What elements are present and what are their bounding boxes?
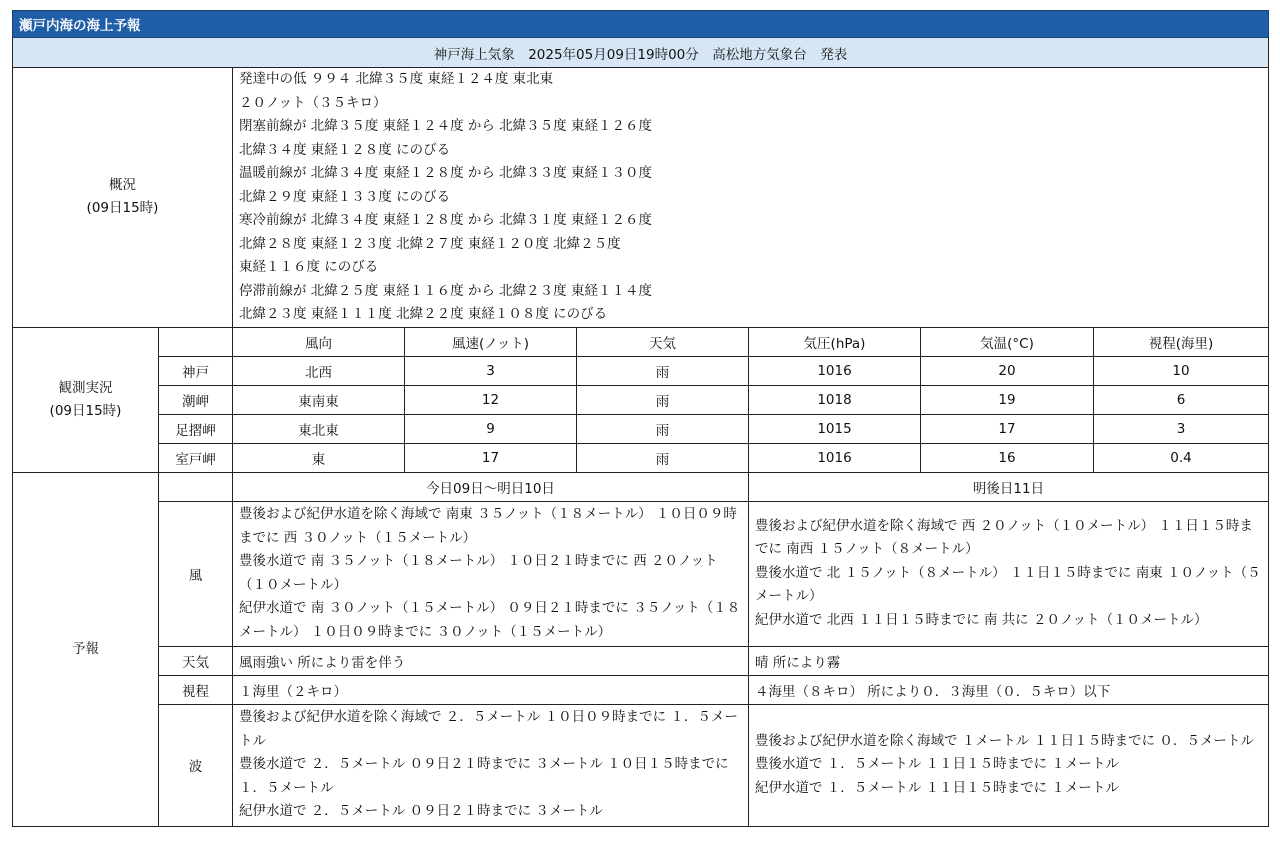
cell: 17 [405,443,577,472]
waves-line: 豊後および紀伊水道を除く海域で ２．５メートル １０日０９時までに １．５メートル [239,709,738,749]
station-name: 潮岬 [159,385,233,414]
cell: 雨 [577,385,749,414]
station-name: 神戸 [159,356,233,385]
wind-line: 豊後および紀伊水道を除く海域で 西 ２０ノット（１０メートル） １１日１５時までに 南西 １５ノット（８メートル） [755,517,1253,558]
table-row [13,414,1269,443]
cell: 東南東 [233,385,405,414]
cell: 北西 [233,356,405,385]
marine-forecast-panel [12,10,1268,827]
forecast-label: 予報 [13,472,159,826]
cell: 9 [405,414,577,443]
cell: 1016 [749,356,921,385]
cell: 3 [405,356,577,385]
table-row [13,356,1269,385]
visibility-forecast-p2: ４海里（８キロ） 所により０．３海里（０．５キロ）以下 [749,675,1269,704]
overview-label-time: (09日15時) [86,200,159,217]
wind-label: 風 [159,501,233,646]
cell: 16 [921,443,1094,472]
overview-line: 北緯２８度 東経１２３度 北緯２７度 東経１２０度 北緯２５度 [239,235,621,252]
cell: 6 [1094,385,1269,414]
cell: 3 [1094,414,1269,443]
overview-line: 東経１１６度 にのびる [239,259,379,275]
forecast-period-2: 明後日11日 [749,472,1269,501]
waves-line: 紀伊水道で １．５メートル １１日１５時までに １メートル [755,779,1119,796]
overview-text [233,68,1269,328]
col-header: 気温(°C) [921,327,1094,356]
weather-forecast-p1: 風雨強い 所により雷を伴う [233,646,749,675]
station-name: 室戸岬 [159,443,233,472]
wind-line: 紀伊水道で 南 ３０ノット（１５メートル） ０９日２１時までに ３５ノット（１８メートル） １０日０９時までに ３０ノット（１５メートル） [239,600,741,640]
observation-label [13,327,159,472]
observation-label-time: (09日15時) [49,402,122,419]
col-header: 気圧(hPa) [749,327,921,356]
observation-corner [159,327,233,356]
waves-label: 波 [159,704,233,826]
cell: 12 [405,385,577,414]
wind-forecast-p1 [233,501,749,646]
wind-line: 豊後水道で 南 ３５ノット（１８メートル） １０日２１時までに 西 ２０ノット（１０メートル） [239,553,718,593]
table-row [13,385,1269,414]
waves-forecast-p1 [233,704,749,826]
forecast-table [12,10,1269,827]
visibility-label: 視程 [159,675,233,704]
overview-line: 北緯３４度 東経１２８度 にのびる [239,141,451,158]
issued-line: 神戸海上気象 2025年05月09日19時00分 高松地方気象台 発表 [13,38,1269,68]
cell: 東北東 [233,414,405,443]
table-row [13,443,1269,472]
visibility-forecast-p1: １海里（２キロ） [233,675,749,704]
observation-label-title: 観測実況 [58,379,113,396]
col-header: 風向 [233,327,405,356]
cell: 雨 [577,443,749,472]
cell: 東 [233,443,405,472]
waves-line: 豊後水道で １．５メートル １１日１５時までに １メートル [755,756,1119,773]
forecast-period-1: 今日09日～明日10日 [233,472,749,501]
cell: 0.4 [1094,443,1269,472]
col-header: 風速(ノット) [405,327,577,356]
overview-line: ２０ノット（３５キロ） [239,94,387,111]
waves-line: 紀伊水道で ２．５メートル ０９日２１時までに ３メートル [239,803,603,820]
wind-line: 紀伊水道で 北西 １１日１５時までに 南 共に ２０ノット（１０メートル） [755,611,1208,628]
col-header: 天気 [577,327,749,356]
weather-forecast-p2: 晴 所により霧 [749,646,1269,675]
cell: 1018 [749,385,921,414]
cell: 雨 [577,356,749,385]
waves-line: 豊後および紀伊水道を除く海域で １メートル １１日１５時までに ０．５メートル [755,732,1254,749]
cell: 10 [1094,356,1269,385]
waves-line: 豊後水道で ２．５メートル ０９日２１時までに ３メートル １０日１５時までに １．５メートル [239,756,729,796]
cell: 20 [921,356,1094,385]
weather-label: 天気 [159,646,233,675]
cell: 1015 [749,414,921,443]
overview-line: 温暖前線が 北緯３４度 東経１２８度 から 北緯３３度 東経１３０度 [239,165,652,181]
cell: 19 [921,385,1094,414]
forecast-corner [159,472,233,501]
waves-forecast-p2 [749,704,1269,826]
overview-line: 北緯２９度 東経１３３度 にのびる [239,188,451,205]
overview-line: 発達中の低 ９９４ 北緯３５度 東経１２４度 東北東 [239,71,554,87]
cell: 雨 [577,414,749,443]
overview-label-title: 概況 [109,177,136,194]
cell: 1016 [749,443,921,472]
col-header: 視程(海里) [1094,327,1269,356]
wind-line: 豊後および紀伊水道を除く海域で 南東 ３５ノット（１８メートル） １０日０９時までに 西 ３０ノット（１５メートル） [239,506,737,546]
overview-line: 停滞前線が 北緯２５度 東経１１６度 から 北緯２３度 東経１１４度 [239,282,652,299]
page-title: 瀬戸内海の海上予報 [13,11,1269,38]
overview-line: 閉塞前線が 北緯３５度 東経１２４度 から 北緯３５度 東経１２６度 [239,118,652,134]
overview-line: 北緯２３度 東経１１１度 北緯２２度 東経１０８度 にのびる [239,306,608,322]
overview-label [13,68,233,328]
station-name: 足摺岬 [159,414,233,443]
cell: 17 [921,414,1094,443]
wind-line: 豊後水道で 北 １５ノット（８メートル） １１日１５時までに 南東 １０ノット（５メートル） [755,564,1261,605]
wind-forecast-p2 [749,501,1269,646]
overview-line: 寒冷前線が 北緯３４度 東経１２８度 から 北緯３１度 東経１２６度 [239,212,652,228]
